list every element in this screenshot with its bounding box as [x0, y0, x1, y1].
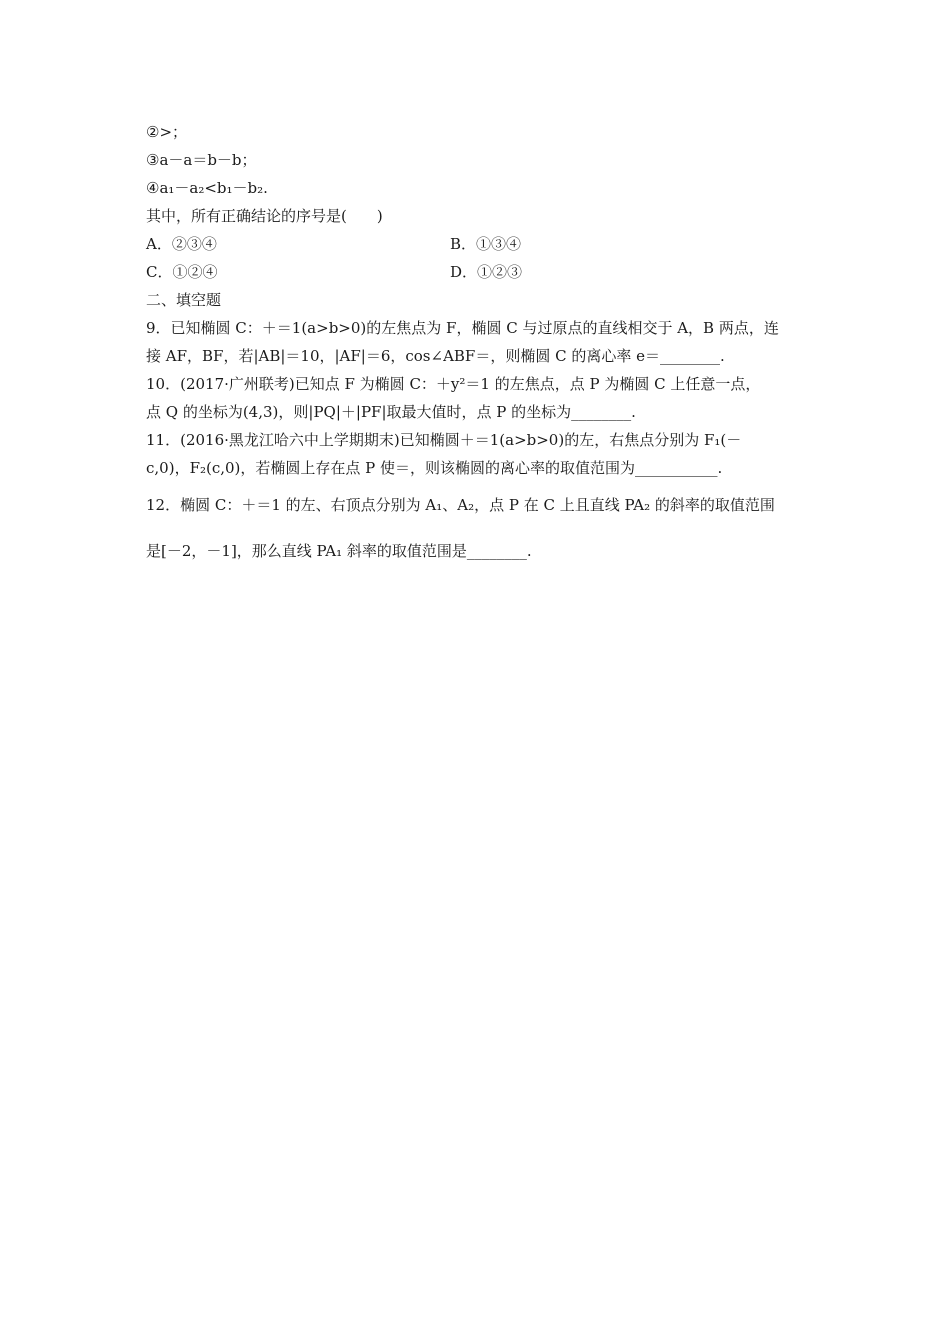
- question-12-line-1: 12．椭圆 C：＋＝1 的左、右顶点分别为 A₁、A₂，点 P 在 C 上且直线 PA₂ 的斜率的取值范围: [146, 496, 775, 514]
- question-10-line-1: 10．(2017·广州联考)已知点 F 为椭圆 C：＋y²＝1 的左焦点，点 P 为椭圆 C 上任意一点，: [146, 375, 761, 393]
- question-11: [146, 426, 811, 482]
- question-9: [146, 314, 811, 370]
- question-9-line-1: 9．已知椭圆 C：＋＝1(a>b>0)的左焦点为 F，椭圆 C 与过原点的直线相交于 A，B 两点，连: [146, 319, 779, 337]
- question-11-line-1: 11．(2016·黑龙江哈六中上学期期末)已知椭圆＋＝1(a>b>0)的左，右焦点分别为 F₁(－: [146, 431, 742, 449]
- option-c: C．①②④: [146, 263, 218, 281]
- question-10-line-2: 点 Q 的坐标为(4,3)，则|PQ|＋|PF|取最大值时，点 P 的坐标为________.: [146, 403, 636, 421]
- question-9-line-2: 接 AF，BF，若|AB|＝10，|AF|＝6，cos∠ABF＝，则椭圆 C 的离心率 e＝________.: [146, 347, 725, 365]
- conclusion-2: ②>；: [146, 123, 188, 141]
- section-title: 二、填空题: [146, 291, 222, 309]
- question-10: [146, 370, 811, 426]
- option-b: B．①③④: [450, 235, 522, 253]
- question-8-stem: 其中，所有正确结论的序号是( ): [146, 207, 383, 225]
- question-11-line-2: c,0)，F₂(c,0)，若椭圆上存在点 P 使＝，则该椭圆的离心率的取值范围为___________.: [146, 459, 723, 477]
- document-page: [146, 118, 811, 574]
- question-8-options-row-1: [146, 230, 811, 258]
- conclusion-4: ④a₁－a₂<b₁－b₂.: [146, 179, 268, 197]
- option-d: D．①②③: [450, 263, 523, 281]
- conclusion-3: ③a－a＝b－b；: [146, 151, 257, 169]
- question-12: [146, 482, 811, 574]
- question-12-line-2: 是[－2，－1]，那么直线 PA₁ 斜率的取值范围是________.: [146, 542, 532, 560]
- question-8-options-row-2: [146, 258, 811, 286]
- option-a: A．②③④: [146, 235, 217, 253]
